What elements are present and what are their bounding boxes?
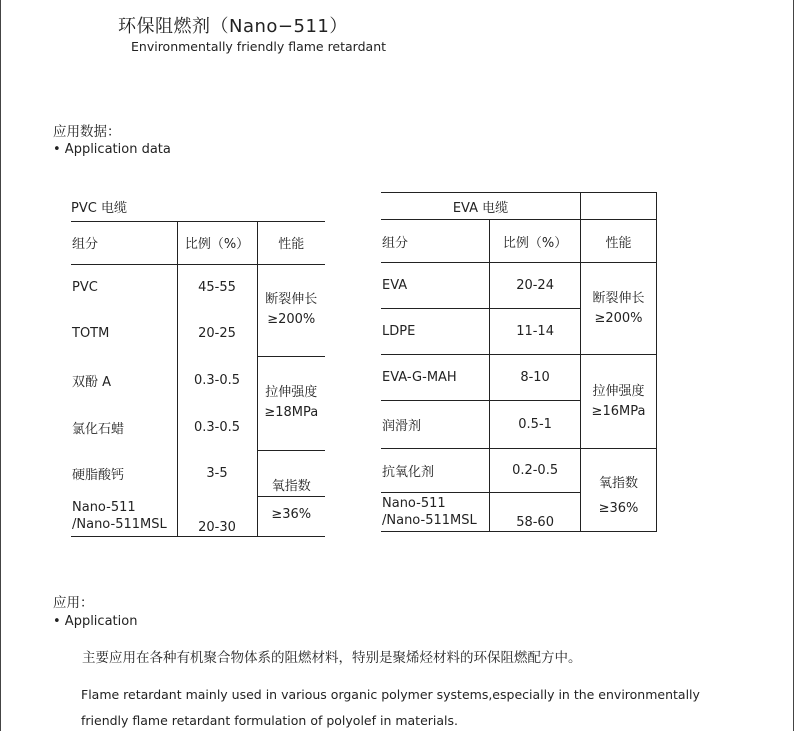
pvc-row-3-component: 双酚 A xyxy=(71,356,177,404)
application-body-cn: 主要应用在各种有机聚合物体系的阻燃材料，特别是聚烯烃材料的环保阻燃配方中。 xyxy=(82,650,582,666)
eva-header-component: 组分 xyxy=(381,220,490,263)
pvc-row-3-ratio: 0.3-0.5 xyxy=(177,356,257,404)
eva-row-4-component: 润滑剂 xyxy=(381,401,490,449)
pvc-row-6-component: Nano-511 /Nano-511MSL xyxy=(71,496,177,536)
page-border-right xyxy=(793,0,794,731)
pvc-property-elongation: 断裂伸长≥200% xyxy=(265,292,318,327)
application-body-en-line-1: Flame retardant mainly used in various organic polymer systems,especially in the environmentally xyxy=(81,687,700,702)
pvc-row-5-component: 硬脂酸钙 xyxy=(71,450,177,496)
pvc-table-caption: PVC 电缆 xyxy=(71,193,325,221)
eva-property-oxygen-index: 氧指数 xyxy=(580,449,656,493)
pvc-row-6-ratio: 20-30 xyxy=(177,496,257,536)
eva-row-3-ratio: 8-10 xyxy=(490,355,581,401)
pvc-row-4-component: 氯化石蜡 xyxy=(71,404,177,450)
application-body-en-line-2: friendly flame retardant formulation of polyolef in materials. xyxy=(81,713,459,728)
pvc-row-2-component: TOTM xyxy=(71,310,177,356)
page-title-en: Environmentally friendly flame retardant xyxy=(131,39,387,54)
eva-row-4-ratio: 0.5-1 xyxy=(490,401,581,449)
pvc-row-1-component: PVC xyxy=(71,264,177,310)
eva-row-5-ratio: 0.2-0.5 xyxy=(490,449,581,493)
section-bullet-application-en: • Application xyxy=(53,614,138,629)
pvc-cable-table xyxy=(71,193,325,537)
pvc-property-oxygen-index: 氧指数 xyxy=(257,450,325,496)
page-title-cn: 环保阻燃剂（Nano−511） xyxy=(118,16,348,37)
pvc-property-tensile: 拉伸强度≥18MPa xyxy=(264,385,319,420)
eva-property-tensile: 拉伸强度≥16MPa xyxy=(591,383,646,419)
pvc-header-property: 性能 xyxy=(257,221,325,264)
eva-row-2-ratio: 11-14 xyxy=(490,309,581,355)
eva-row-6-component: Nano-511 /Nano-511MSL xyxy=(381,493,490,532)
pvc-property-oxygen-index-value: ≥36% xyxy=(257,496,325,536)
pvc-row-4-ratio: 0.3-0.5 xyxy=(177,404,257,450)
section-heading-application-data-cn: 应用数据： xyxy=(53,124,121,140)
eva-property-elongation: 断裂伸长≥200% xyxy=(592,290,645,326)
eva-property-oxygen-index-value: ≥36% xyxy=(580,493,656,532)
eva-row-6-ratio: 58-60 xyxy=(490,493,581,532)
eva-cable-table xyxy=(381,192,657,532)
eva-row-1-ratio: 20-24 xyxy=(490,263,581,309)
page-border-left xyxy=(0,0,1,731)
eva-table-caption: EVA 电缆 xyxy=(381,193,580,220)
pvc-row-2-ratio: 20-25 xyxy=(177,310,257,356)
eva-header-property: 性能 xyxy=(580,220,656,263)
pvc-header-component: 组分 xyxy=(71,221,177,264)
section-bullet-application-data-en: • Application data xyxy=(53,142,171,157)
eva-header-ratio: 比例（%） xyxy=(490,220,581,263)
pvc-row-1-ratio: 45-55 xyxy=(177,264,257,310)
eva-row-2-component: LDPE xyxy=(381,309,490,355)
eva-row-3-component: EVA-G-MAH xyxy=(381,355,490,401)
pvc-header-ratio: 比例（%） xyxy=(177,221,257,264)
section-heading-application-cn: 应用： xyxy=(53,595,94,611)
eva-row-1-component: EVA xyxy=(381,263,490,309)
eva-row-5-component: 抗氧化剂 xyxy=(381,449,490,493)
pvc-row-5-ratio: 3-5 xyxy=(177,450,257,496)
